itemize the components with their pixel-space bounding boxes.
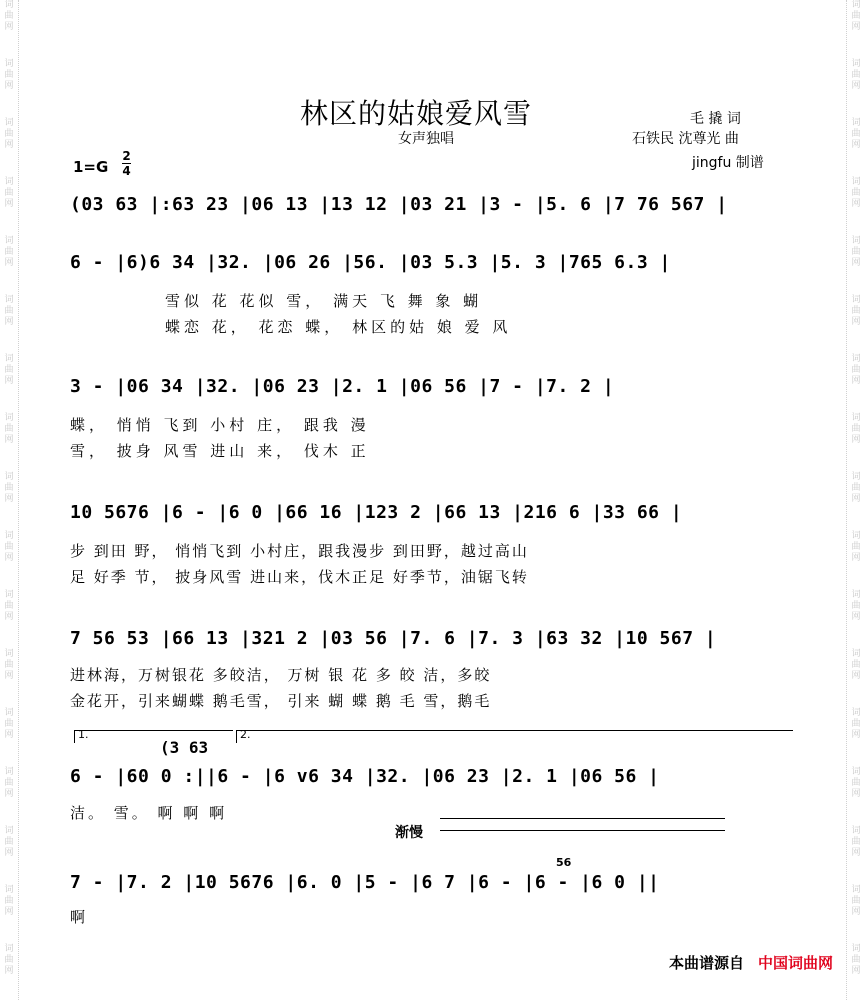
time-signature-bottom: 4 [122, 164, 131, 178]
lyric-line-7: 啊 [70, 908, 88, 926]
song-subtitle: 女声独唱 [398, 131, 454, 147]
lyric-line-6: 洁。 雪。 啊 啊 啊 [70, 804, 228, 822]
staff-line-6: 6 - |60 0 :||6 - |6 v6 34 |32. |06 23 |2. 1 |06 56 | [70, 766, 660, 787]
tempo-marking-ritardando: 渐慢 [395, 825, 423, 841]
song-title: 林区的姑娘爱风雪 [300, 97, 533, 130]
source-prefix: 本曲谱源自 [668, 954, 744, 972]
repeat-pickup-notes: (3 63 [160, 738, 209, 757]
time-signature [122, 150, 131, 177]
staff-line-4: 10 5676 |6 - |6 0 |66 16 |123 2 |66 13 |216 6 |33 66 | [70, 502, 683, 523]
right-margin-line [846, 0, 847, 1000]
lyric-line-3-verse-1: 蝶， 悄悄 飞到 小村 庄， 跟我 漫 [70, 416, 370, 434]
lyric-line-5-verse-2: 金花开，引来蝴蝶 鹅毛雪， 引来 蝴 蝶 鹅 毛 雪，鹅毛 [70, 692, 492, 710]
lyric-line-2-verse-2: 蝶恋 花， 花恋 蝶， 林区的姑 娘 爱 风 [165, 318, 512, 336]
volta-second-ending: 2. [236, 730, 793, 743]
staff-line-1: (03 63 |:63 23 |06 13 |13 12 |03 21 |3 - |5. 6 |7 76 567 | [70, 194, 728, 215]
time-signature-top: 2 [122, 149, 131, 163]
engraver-credit: jingfu 制谱 [692, 155, 764, 171]
composer-credit: 石铁民 沈尊光 曲 [632, 131, 739, 147]
staff-line-3: 3 - |06 34 |32. |06 23 |2. 1 |06 56 |7 - |7. 2 | [70, 376, 615, 397]
left-watermark-strip: 词 曲 网 词 曲 网 词 曲 网 词 曲 网 词 曲 网 词 曲 网 词 曲 网 词 曲 网 词 曲 网 词 曲 网 词 曲 网 词 曲 网 词 曲 网 词 曲 网 词 曲 网 词 曲 网 词 曲 网 [4, 0, 14, 976]
volta-first-ending: 1. [74, 730, 233, 743]
ritardando-line-bottom [440, 830, 725, 831]
left-margin-line [18, 0, 19, 1000]
right-watermark-strip: 词 曲 网 词 曲 网 词 曲 网 词 曲 网 词 曲 网 词 曲 网 词 曲 网 词 曲 网 词 曲 网 词 曲 网 词 曲 网 词 曲 网 词 曲 网 词 曲 网 词 曲 网 词 曲 网 词 曲 网 [851, 0, 861, 976]
lyric-line-4-verse-1: 步 到田 野， 悄悄飞到 小村庄，跟我漫步 到田野，越过高山 [70, 542, 529, 560]
staff-line-5: 7 56 53 |66 13 |321 2 |03 56 |7. 6 |7. 3 |63 32 |10 567 | [70, 628, 717, 649]
ritardando-line-top [440, 818, 725, 819]
lyric-line-2-verse-1: 雪似 花 花似 雪， 满天 飞 舞 象 蝴 [165, 292, 483, 310]
grace-note-marking: 56 [556, 856, 572, 869]
staff-line-7: 7 - |7. 2 |10 5676 |6. 0 |5 - |6 7 |6 - |6 - |6 0 || [70, 872, 660, 893]
lyric-line-4-verse-2: 足 好季 节， 披身风雪 进山来，伐木正足 好季节，油锯飞转 [70, 568, 529, 586]
lyric-line-5-verse-1: 进林海，万树银花 多皎洁， 万树 银 花 多 皎 洁，多皎 [70, 666, 492, 684]
source-footer [669, 952, 833, 973]
lyric-line-3-verse-2: 雪， 披身 风雪 进山 来， 伐木 正 [70, 442, 370, 460]
source-site-link[interactable]: 中国词曲网 [757, 954, 833, 972]
staff-line-2: 6 - |6)6 34 |32. |06 26 |56. |03 5.3 |5. 3 |765 6.3 | [70, 252, 671, 273]
lyricist-credit: 毛 撬 词 [690, 111, 741, 127]
key-signature: 1=G [73, 158, 109, 176]
